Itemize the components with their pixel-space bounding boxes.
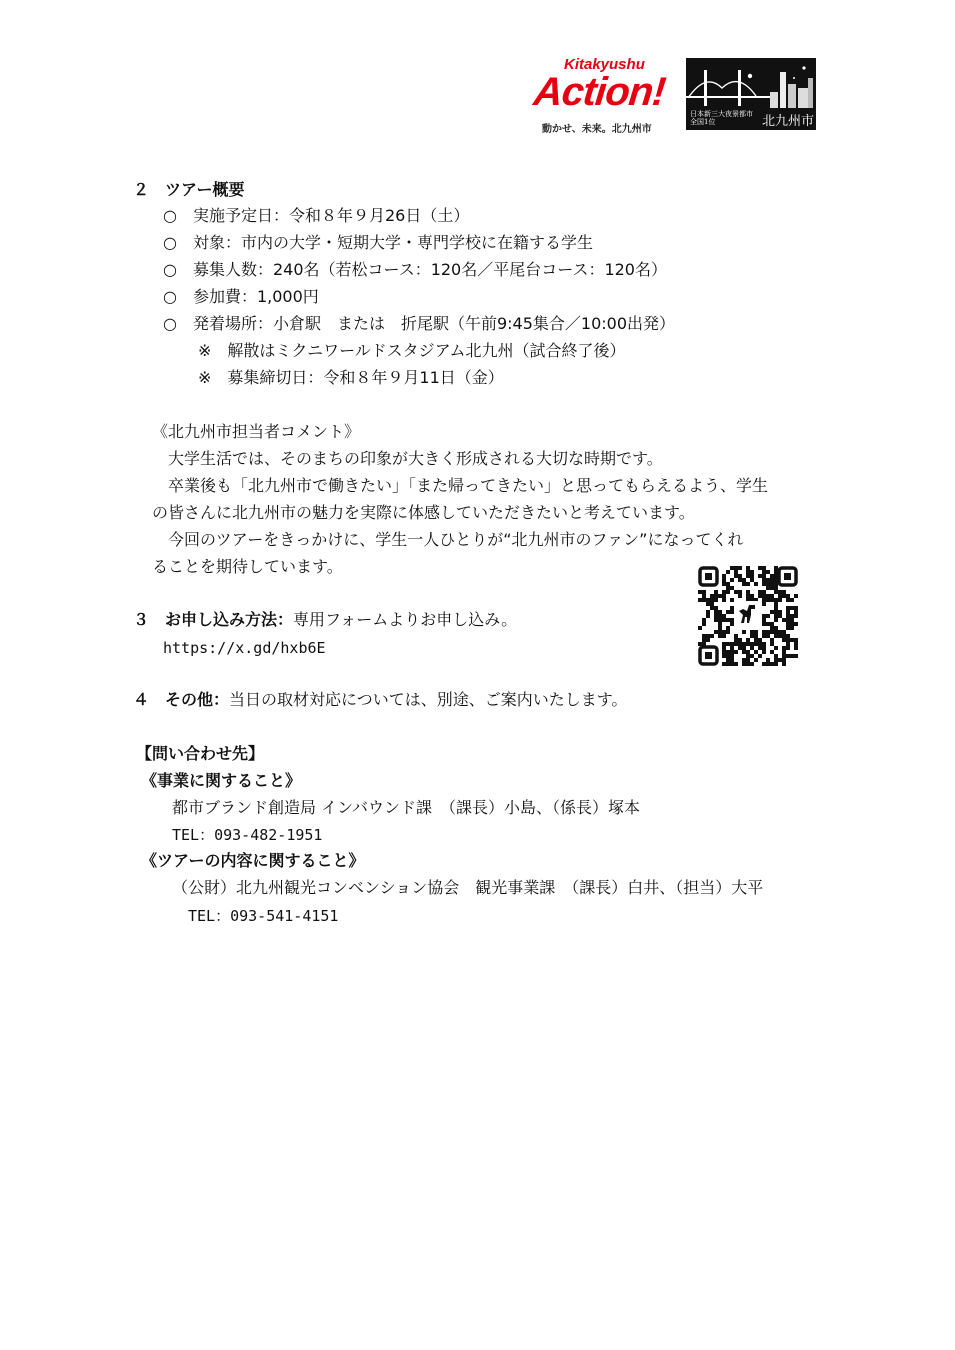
tour-target-item: ○ 対象：市内の大学・短期大学・専門学校に在籍する学生 [163, 233, 593, 252]
comment-line-1: 大学生活では、そのまちの印象が大きく形成される大切な時期です。 [152, 449, 663, 468]
comment-line-5: ることを期待しています。 [152, 557, 343, 576]
night-view-caption: 日本新三大夜景都市 全国1位 [690, 110, 753, 126]
dissolve-note: ※ 解散はミクニワールドスタジアム北九州（試合終了後） [198, 341, 626, 360]
comment-line-3: の皆さんに北九州市の魅力を実際に体感していただきたいと考えています。 [152, 503, 695, 522]
section3-heading: ３ お申し込み方法： [133, 610, 294, 629]
tour-contact-org: （公財）北九州観光コンベンション協会 観光事業課 （課長）白井、（担当）大平 [172, 878, 764, 897]
section3-row [133, 610, 517, 630]
tour-capacity-item: ○ 募集人数：240名（若松コース：120名／平尾台コース：120名） [163, 260, 667, 279]
comment-line-2: 卒業後も「北九州市で働きたい」「また帰ってきたい」と思ってもらえるよう、学生 [152, 476, 769, 495]
section2-heading: ２ ツアー概要 [133, 180, 245, 199]
contact-heading: 【問い合わせ先】 [136, 744, 265, 763]
section4-row [133, 690, 627, 710]
section3-text: 専用フォームよりお申し込み。 [293, 610, 518, 629]
business-contact-tel: TEL：093-482-1951 [172, 826, 323, 844]
business-contact-org: 都市ブランド創造局 インバウンド課 （課長）小島、（係長）塚本 [172, 798, 640, 817]
business-contact-title: 《事業に関すること》 [141, 771, 302, 790]
application-url-link[interactable]: https://x.gd/hxb6E [163, 639, 326, 657]
section4-heading: ４ その他： [133, 690, 230, 709]
logo-action-text: Action! [531, 70, 668, 114]
comment-line-4: 今回のツアーをきっかけに、学生一人ひとりが“北九州市のファン”になってくれ [152, 530, 744, 549]
tour-contact-title: 《ツアーの内容に関すること》 [141, 851, 365, 870]
kitakyushu-action-logo [532, 56, 672, 138]
section4-text: 当日の取材対応については、別途、ご案内いたします。 [229, 690, 628, 709]
night-view-city-logo [686, 58, 816, 130]
logo-kitakyushu-text: Kitakyushu [564, 56, 645, 73]
deadline-note: ※ 募集締切日：令和８年９月11日（金） [198, 368, 504, 387]
tour-date-item: ○ 実施予定日：令和８年９月26日（土） [163, 206, 470, 225]
logo-tagline: 動かせ、未来。北九州市 [542, 124, 652, 135]
qr-code-icon[interactable] [697, 565, 799, 667]
tour-contact-tel: TEL：093-541-4151 [188, 907, 339, 925]
comment-title: 《北九州市担当者コメント》 [152, 422, 361, 441]
tour-departure-item: ○ 発着場所：小倉駅 または 折尾駅（午前9:45集合／10:00出発） [163, 314, 676, 333]
night-view-city-name: 北九州市 [762, 114, 815, 129]
tour-fee-item: ○ 参加費：1,000円 [163, 287, 319, 306]
